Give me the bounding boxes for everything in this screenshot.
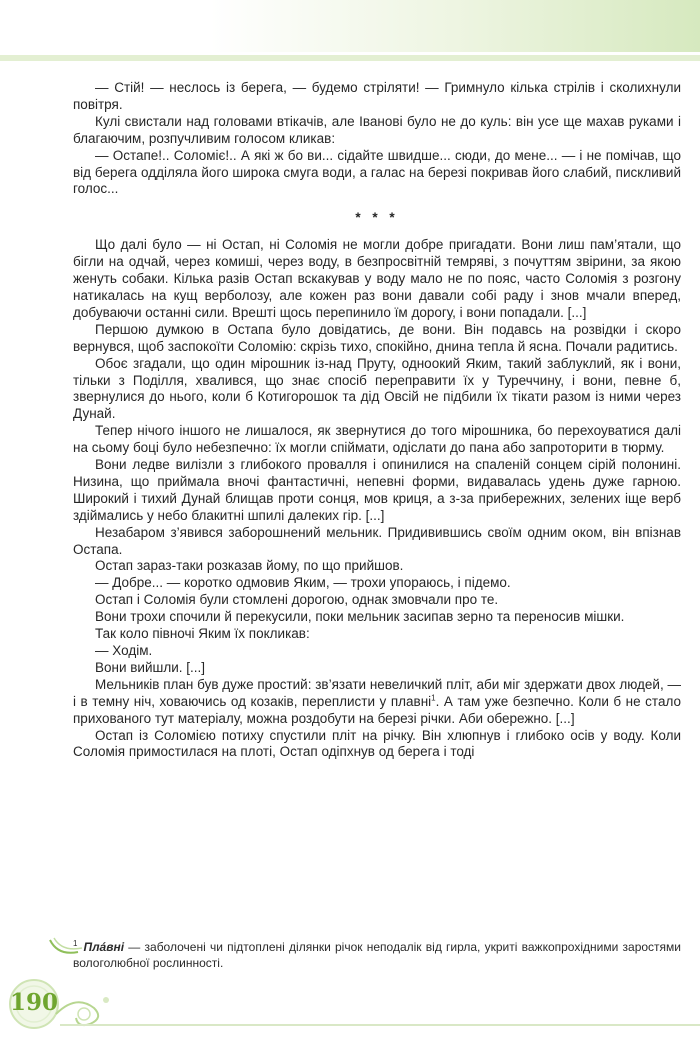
paragraph: Остап і Соломія були стомлені дорогою, однак змовчали про те. bbox=[95, 592, 499, 608]
paragraph: — Остапе!.. Соломіє!.. А які ж бо ви... сідайте швидше... сюди, до мене... — і не помічав, що від берега одділяла його широка смуга води, а галас на березі покривав його слабий, пискливий голос... bbox=[73, 147, 681, 197]
footnote-area bbox=[48, 936, 682, 976]
page-number: 190 bbox=[10, 989, 59, 1016]
footnote-reference: 1 bbox=[431, 693, 436, 703]
paragraph: Остап із Соломією потиху спустили пліт на річку. Він хлюпнув і глибоко осів у воду. Коли Соломія примостилася на плоті, Остап одіпхнув од берега і тоді bbox=[73, 727, 681, 760]
paragraph: Першою думкою в Остапа було довідатись, де вони. Він подавсь на розвідки і скоро вернувся, щоб заспокоїти Соломію: скрізь тихо, спокійно, днина тепла й ясна. Почали радитись. bbox=[73, 321, 681, 354]
paragraph: — Добре... — коротко одмовив Яким, — трохи упораюсь, і підемо. bbox=[95, 575, 511, 591]
header-rule bbox=[0, 55, 700, 61]
paragraph-text: Мельників план був дуже простий: зв’язати невеличкий пліт, аби міг здержати двох людей, — і в темну ніч, ховаючись од козаків, переплисти у плавні bbox=[73, 676, 681, 709]
footnote-number: 1 bbox=[73, 939, 78, 948]
paragraph: Кулі свистали над головами втікачів, але Іванові було не до куль: він усе ще махав руками і благаючим, розпучливим голосом кликав: bbox=[73, 113, 681, 146]
footnote-term: Пла́вні bbox=[83, 940, 125, 954]
paragraph: Вони вийшли. [...] bbox=[95, 659, 206, 675]
paragraph: — Ходім. bbox=[95, 643, 153, 658]
footnote-text: — заболочені чи підтоплені ділянки річок неподалік від гирла, укриті важкопрохідними заростями вологолюбної рослинності. bbox=[73, 940, 681, 970]
paragraph: Вони трохи спочили й перекусили, поки мельник засипав зерно та переносив мішки. bbox=[95, 609, 625, 625]
section-separator: * * * bbox=[355, 210, 399, 226]
paragraph-text: А там уже безпечно. Коли б не стало прихованого тут матеріалу, можна роздобути на березі річки. Аби обережно. [...] bbox=[73, 693, 681, 726]
paragraph: Незабаром з’явився заборошнений мельник. Придивившись своїм одним оком, він впізнав Остапа. bbox=[73, 524, 681, 557]
paragraph-with-footnote: Мельників план був дуже простий: зв’язати невеличкий пліт, аби міг здержати двох людей, — і в темну ніч, ховаючись од козаків, переплисти у плавні$^1$. А там уже безпечно. Коли б не стало прихованого тут матеріалу, можна роздобути на березі річки. Аби обережно. [...] bbox=[73, 676, 681, 726]
paragraph: — Стій! — неслось із берега, — будемо стріляти! — Гримнуло кілька стрілів і сколихнули повітря. bbox=[73, 80, 681, 112]
footer-rule bbox=[60, 1024, 700, 1026]
header-gradient-band bbox=[0, 0, 700, 52]
main-text bbox=[73, 80, 681, 761]
paragraph: Обоє згадали, що один мірошник із-над Пруту, одноокий Яким, такий заблуклий, як і вони, тільки з Поділля, хвалився, що знає спосіб переправити їх у Туреччину, і вони, певне б, звернулися до нього, коли б Котигорошок та дід Овсій не підбили їх тікати разом із ними через Дунай. bbox=[73, 355, 681, 422]
paragraph: Остап зараз-таки розказав йому, по що прийшов. bbox=[95, 558, 404, 574]
paragraph: Тепер нічого іншого не лишалося, як звернутися до того мірошника, бо перехоуватися далі на сьому боці було небезпечно: їх могли спіймати, одіслати до пана або запроторити в тюрму. bbox=[73, 423, 681, 456]
paragraph: Вони ледве вилізли з глибокого провалля і опинилися на спаленій сонцем сірій полонині. Низина, що приймала вночі фантастичні, непевні форми, видавалась удень дуже гарною. Широкий і тихий Дунай блищав проти сонця, мов криця, а з-за прибережних, зелених іще верб здіймались у небо блакитні шпилі далеких гір. [...] bbox=[73, 457, 681, 523]
paragraph: Так коло півночі Яким їх покликав: bbox=[95, 626, 310, 642]
paragraph: Що далі було — ні Остап, ні Соломія не могли добре пригадати. Вони лиш пам’ятали, що бігли на одчай, через комиші, через воду, в безпросвітній темряві, з почуттям звірини, за якою женуть собаки. Кілька разів Остап вскакував у воду мало не по пояс, часто Соломія з розгону натикалась на кущ верболозу, але кожен раз вони давали собі раду і знов мчали вперед, добуваючи останні сили. Врешті щось перепинило їм дорогу, і вони попадали. [...] bbox=[73, 237, 681, 320]
footnote bbox=[73, 936, 681, 971]
